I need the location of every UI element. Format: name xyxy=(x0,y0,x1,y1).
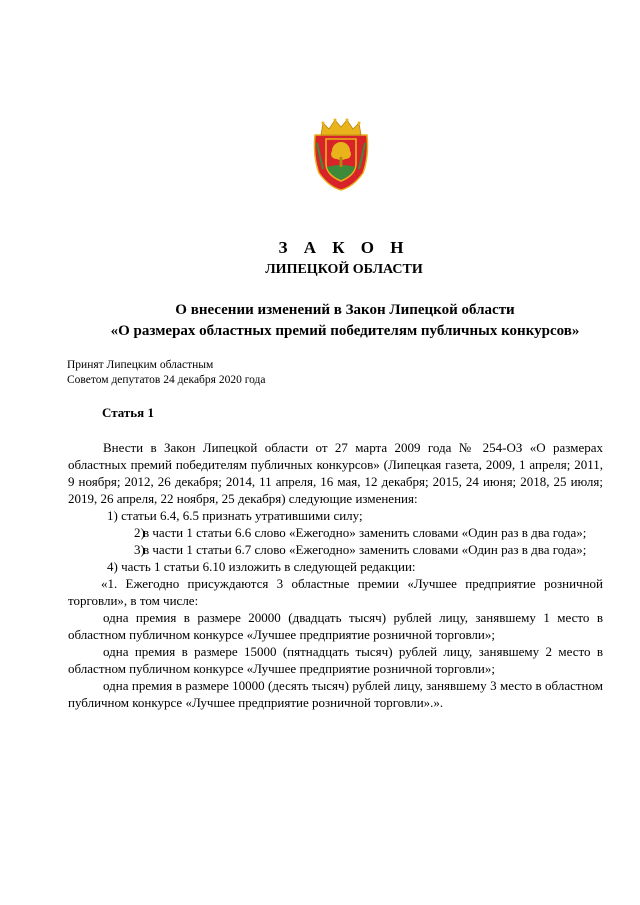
list-item-text: в части 1 статьи 6.7 слово «Ежегодно» заменить словами «Один раз в два года»; xyxy=(143,542,587,557)
adoption-note-line-1: Принят Липецким областным xyxy=(67,359,214,371)
list-item-number: 3) xyxy=(134,542,145,557)
list-item xyxy=(68,541,603,558)
list-item xyxy=(68,558,603,575)
law-subject xyxy=(60,300,630,342)
lipetsk-coat-of-arms-icon xyxy=(311,117,371,191)
list-item-number: 4) xyxy=(107,559,118,574)
list-item-number: 1) xyxy=(107,508,118,523)
list-item-number: 2) xyxy=(134,525,145,540)
adoption-note xyxy=(67,358,266,388)
prize-paragraph: одна премия в размере 20000 (двадцать тысяч) рублей лицу, занявшему 1 место в областном публичном конкурсе «Лучшее предприятие розничной торговли»; xyxy=(68,610,603,642)
list-item-text: часть 1 статьи 6.10 изложить в следующей редакции: xyxy=(121,559,416,574)
law-subject-line-2: «О размерах областных премий победителям публичных конкурсов» xyxy=(110,323,580,339)
article-body xyxy=(68,439,603,711)
article-intro: Внести в Закон Липецкой области от 27 марта 2009 года № 254-ОЗ «О размерах областных премий победителям публичных конкурсов» (Липецкая газета, 2009, 1 апреля; 2011, 9 ноября; 2012, 26 декабря; 2014, 11 апреля, 16 мая, 12 декабря; 2015, 24 июня; 2018, 25 июля; 2019, 26 апреля, 22 ноября, 25 декабря) следующие изменения: xyxy=(68,440,603,506)
law-subject-line-1: О внесении изменений в Закон Липецкой области xyxy=(175,302,515,318)
law-region: ЛИПЕЦКОЙ ОБЛАСТИ xyxy=(265,262,423,277)
list-item xyxy=(68,524,603,541)
list-item-text: в части 1 статьи 6.6 слово «Ежегодно» заменить словами «Один раз в два года»; xyxy=(143,525,587,540)
quote-intro: «1. Ежегодно присуждаются 3 областные премии «Лучшее предприятие розничной торговли», в том числе: xyxy=(68,576,603,608)
law-title: З А К О Н xyxy=(278,238,410,257)
prize-paragraph: одна премия в размере 15000 (пятнадцать тысяч) рублей лицу, занявшему 2 место в областном публичном конкурсе «Лучшее предприятие розничной торговли»; xyxy=(68,644,603,676)
article-heading: Статья 1 xyxy=(102,405,154,420)
list-item xyxy=(68,507,603,524)
list-item-text: статьи 6.4, 6.5 признать утратившими силу; xyxy=(121,508,363,523)
adoption-note-line-2: Советом депутатов 24 декабря 2020 года xyxy=(67,374,266,386)
prize-paragraph: одна премия в размере 10000 (десять тысяч) рублей лицу, занявшему 3 место в областном публичном конкурсе «Лучшее предприятие розничной торговли».». xyxy=(68,678,603,710)
